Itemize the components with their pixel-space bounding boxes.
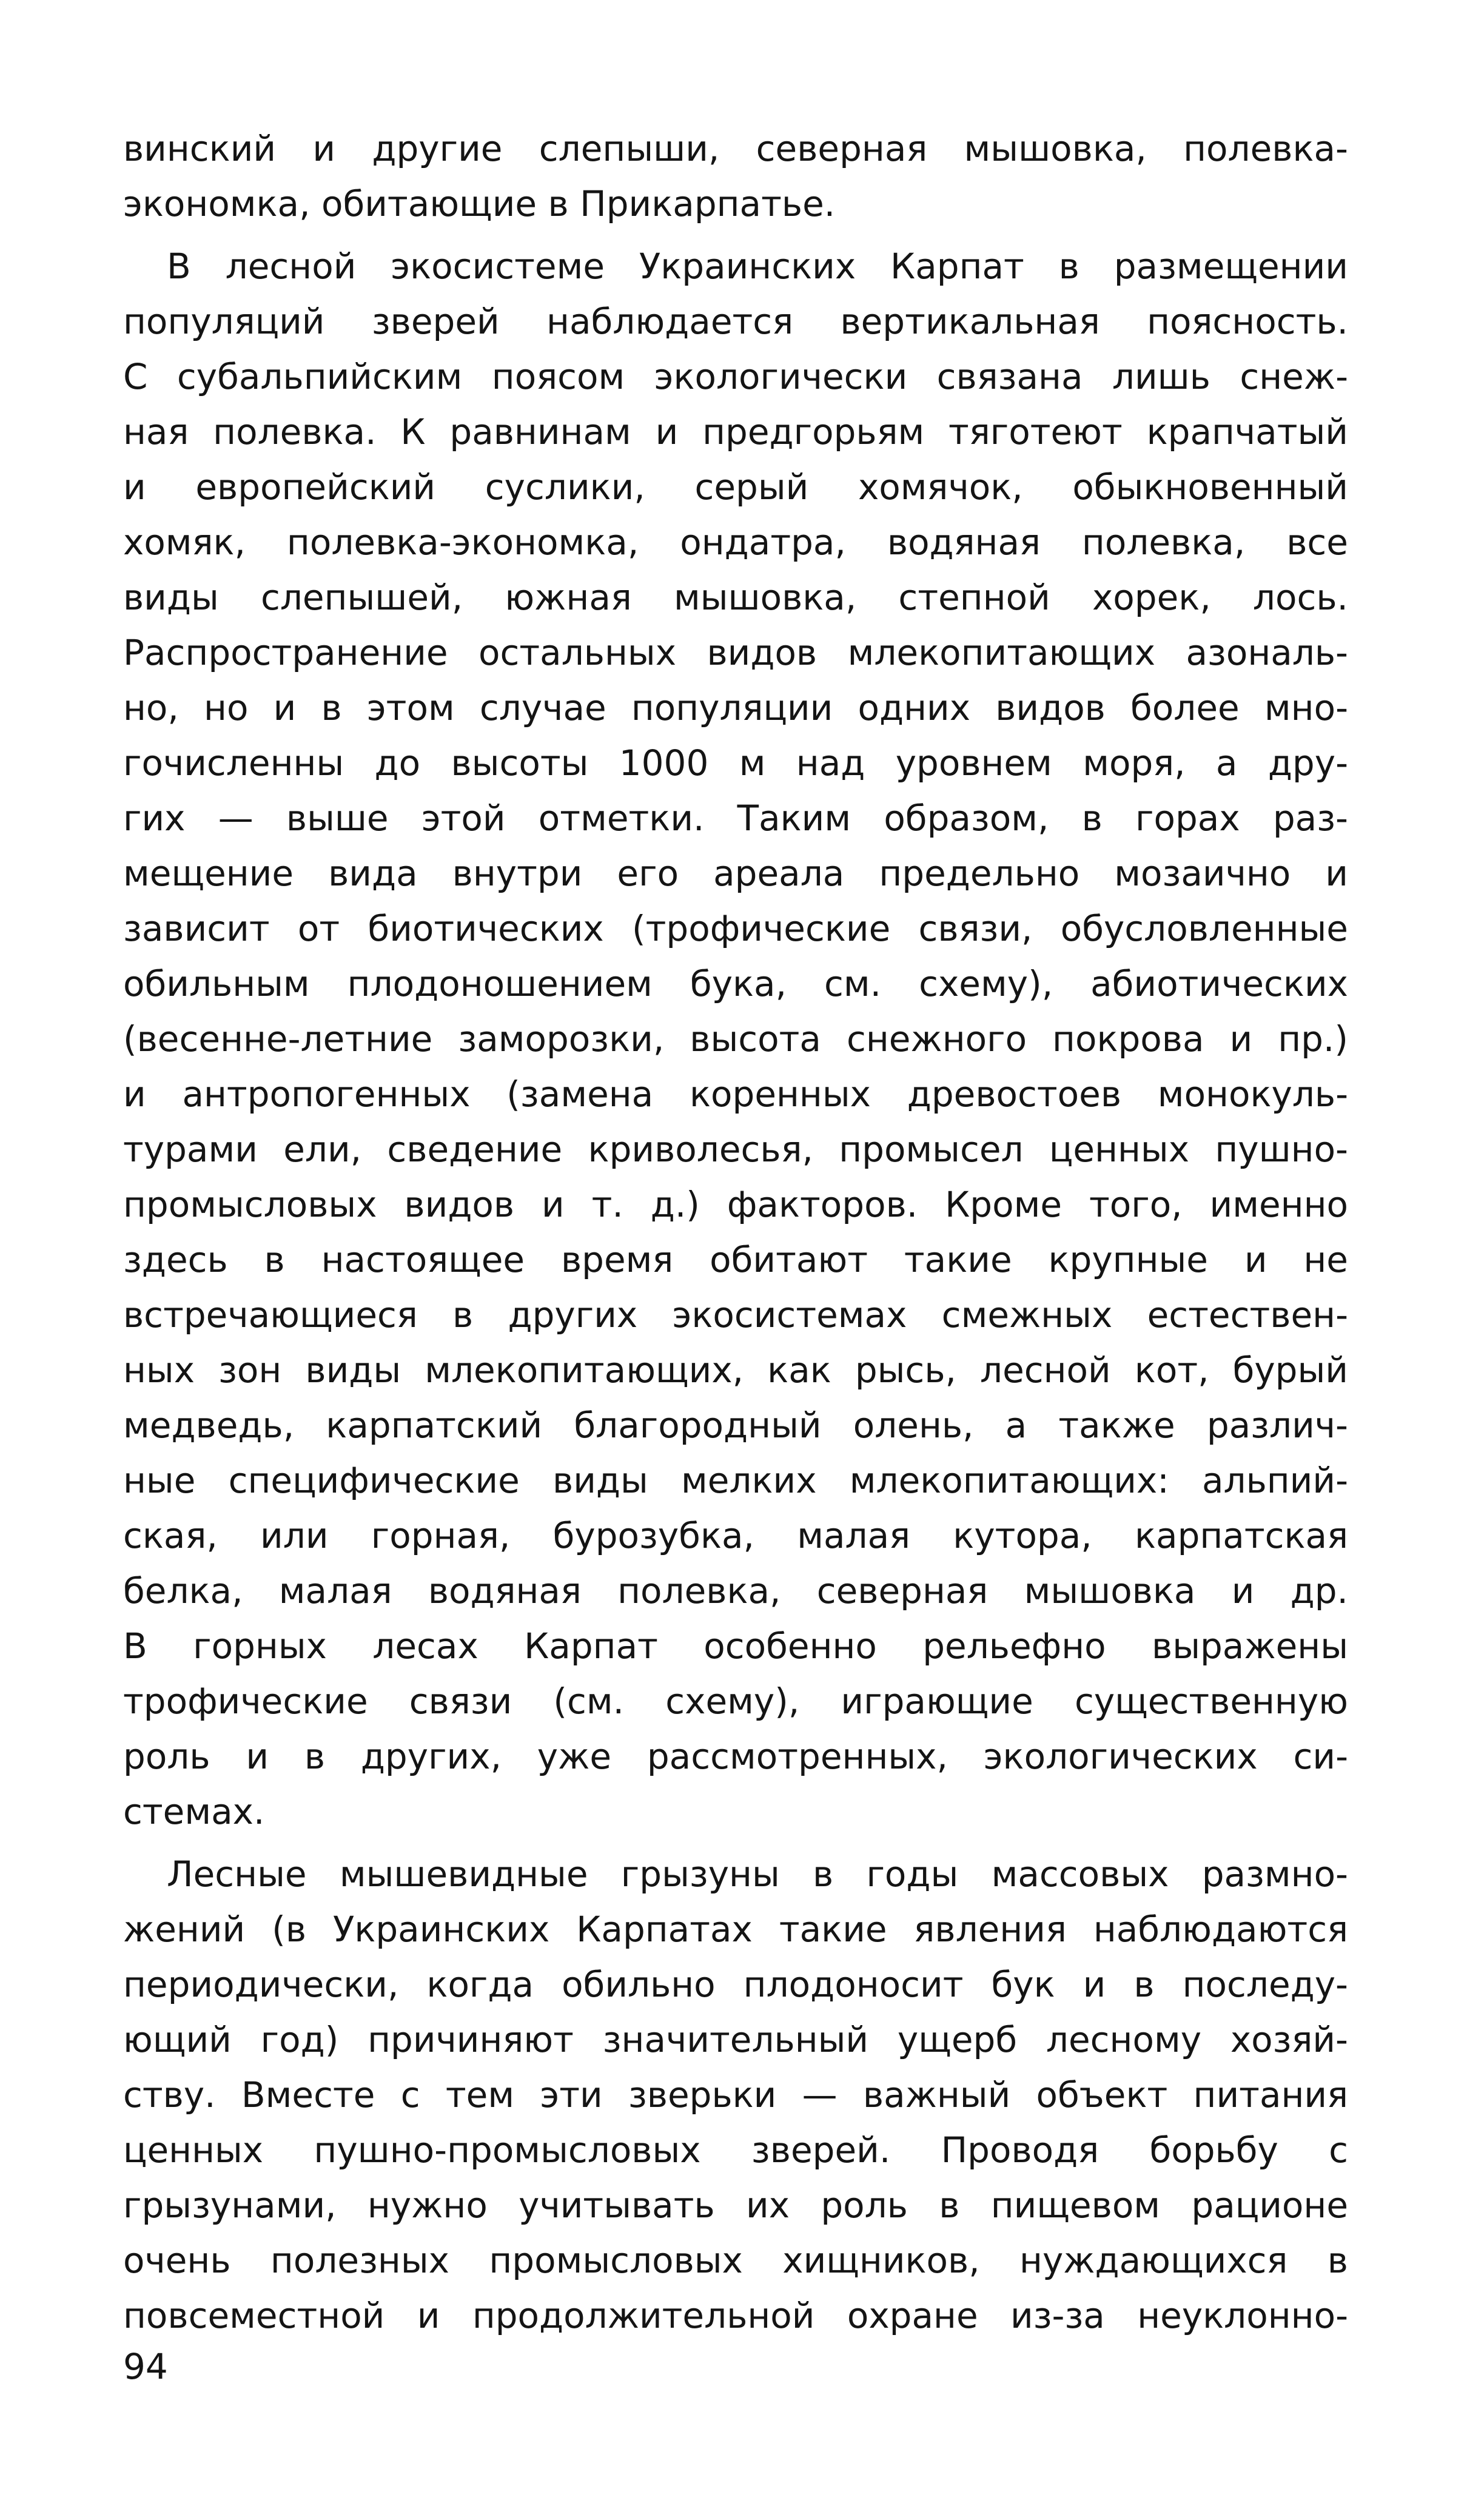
text-line: грызунами, нужно учитывать их роль в пищевом рационе xyxy=(123,2185,1348,2226)
paragraph-gap xyxy=(123,1840,1348,1847)
text-line: винский и другие слепыши, северная мышовка, полевка- xyxy=(123,128,1348,169)
paragraph-2 xyxy=(123,239,1348,1840)
text-line: обильным плодоношением бука, см. схему), абиотических xyxy=(123,963,1348,1004)
text-line: виды слепышей, южная мышовка, степной хорек, лось. xyxy=(123,577,1348,618)
text-line: популяций зверей наблюдается вертикальная поясность. xyxy=(123,301,1348,342)
text-line: хомяк, полевка-экономка, ондатра, водяная полевка, все xyxy=(123,522,1348,563)
text-line: ная полевка. К равнинам и предгорьям тяготеют крапчатый xyxy=(123,411,1348,452)
text-line: С субальпийским поясом экологически связана лишь снеж- xyxy=(123,356,1348,397)
text-line: ству. Вместе с тем эти зверьки — важный объект питания xyxy=(123,2074,1348,2115)
text-line: периодически, когда обильно плодоносит бук и в последу- xyxy=(123,1964,1348,2005)
text-line: Лесные мышевидные грызуны в годы массовых размно- xyxy=(167,1853,1348,1895)
text-line: роль и в других, уже рассмотренных, экологических си- xyxy=(123,1736,1348,1777)
text-line: белка, малая водяная полевка, северная мышовка и др. xyxy=(123,1570,1348,1611)
text-line: медведь, карпатский благородный олень, а также различ- xyxy=(123,1405,1348,1446)
text-line: ценных пушно-промысловых зверей. Проводя борьбу с xyxy=(123,2129,1348,2171)
text-line: экономка, обитающие в Прикарпатье. xyxy=(123,183,836,224)
text-line: и антропогенных (замена коренных древостоев монокуль- xyxy=(123,1074,1348,1115)
text-line: здесь в настоящее время обитают такие крупные и не xyxy=(123,1239,1348,1280)
text-line: очень полезных промысловых хищников, нуждающихся в xyxy=(123,2240,1348,2281)
text-line: трофические связи (см. схему), играющие существенную xyxy=(123,1681,1348,1722)
text-line: зависит от биотических (трофические связи, обусловленные xyxy=(123,908,1348,949)
paragraph-3 xyxy=(123,1847,1348,2344)
text-line: гочисленны до высоты 1000 м над уровнем моря, а дру- xyxy=(123,742,1348,784)
text-line: мещение вида внутри его ареала предельно мозаично и xyxy=(123,853,1348,894)
text-line: ных зон виды млекопитающих, как рысь, лесной кот, бурый xyxy=(123,1349,1348,1391)
text-line: В горных лесах Карпат особенно рельефно выражены xyxy=(123,1625,1348,1667)
text-line: Распространение остальных видов млекопитающих азональ- xyxy=(123,632,1348,673)
page-body xyxy=(123,121,1348,2344)
text-line: ные специфические виды мелких млекопитающих: альпий- xyxy=(123,1460,1348,1501)
text-line: повсеместной и продолжительной охране из-за неуклонно- xyxy=(123,2295,1348,2336)
text-line: жений (в Украинских Карпатах такие явления наблюдаются xyxy=(123,1909,1348,1950)
text-line: ская, или горная, бурозубка, малая кутора, карпатская xyxy=(123,1515,1348,1556)
paragraph-1 xyxy=(123,121,1348,232)
text-line: встречающиеся в других экосистемах смежных естествен- xyxy=(123,1294,1348,1336)
text-line: В лесной экосистеме Украинских Карпат в размещении xyxy=(167,246,1348,287)
paragraph-gap xyxy=(123,232,1348,239)
text-line: гих — выше этой отметки. Таким образом, в горах раз- xyxy=(123,798,1348,839)
text-line: турами ели, сведение криволесья, промысел ценных пушно- xyxy=(123,1129,1348,1170)
page-number: 94 xyxy=(123,2346,168,2387)
text-line: ющий год) причиняют значительный ущерб лесному хозяй- xyxy=(123,2019,1348,2060)
text-line: (весенне-летние заморозки, высота снежного покрова и пр.) xyxy=(123,1018,1348,1060)
text-line: промысловых видов и т. д.) факторов. Кроме того, именно xyxy=(123,1184,1348,1225)
text-line: и европейский суслики, серый хомячок, обыкновенный xyxy=(123,466,1348,508)
text-line: стемах. xyxy=(123,1791,265,1832)
text-line: но, но и в этом случае популяции одних видов более мно- xyxy=(123,687,1348,728)
